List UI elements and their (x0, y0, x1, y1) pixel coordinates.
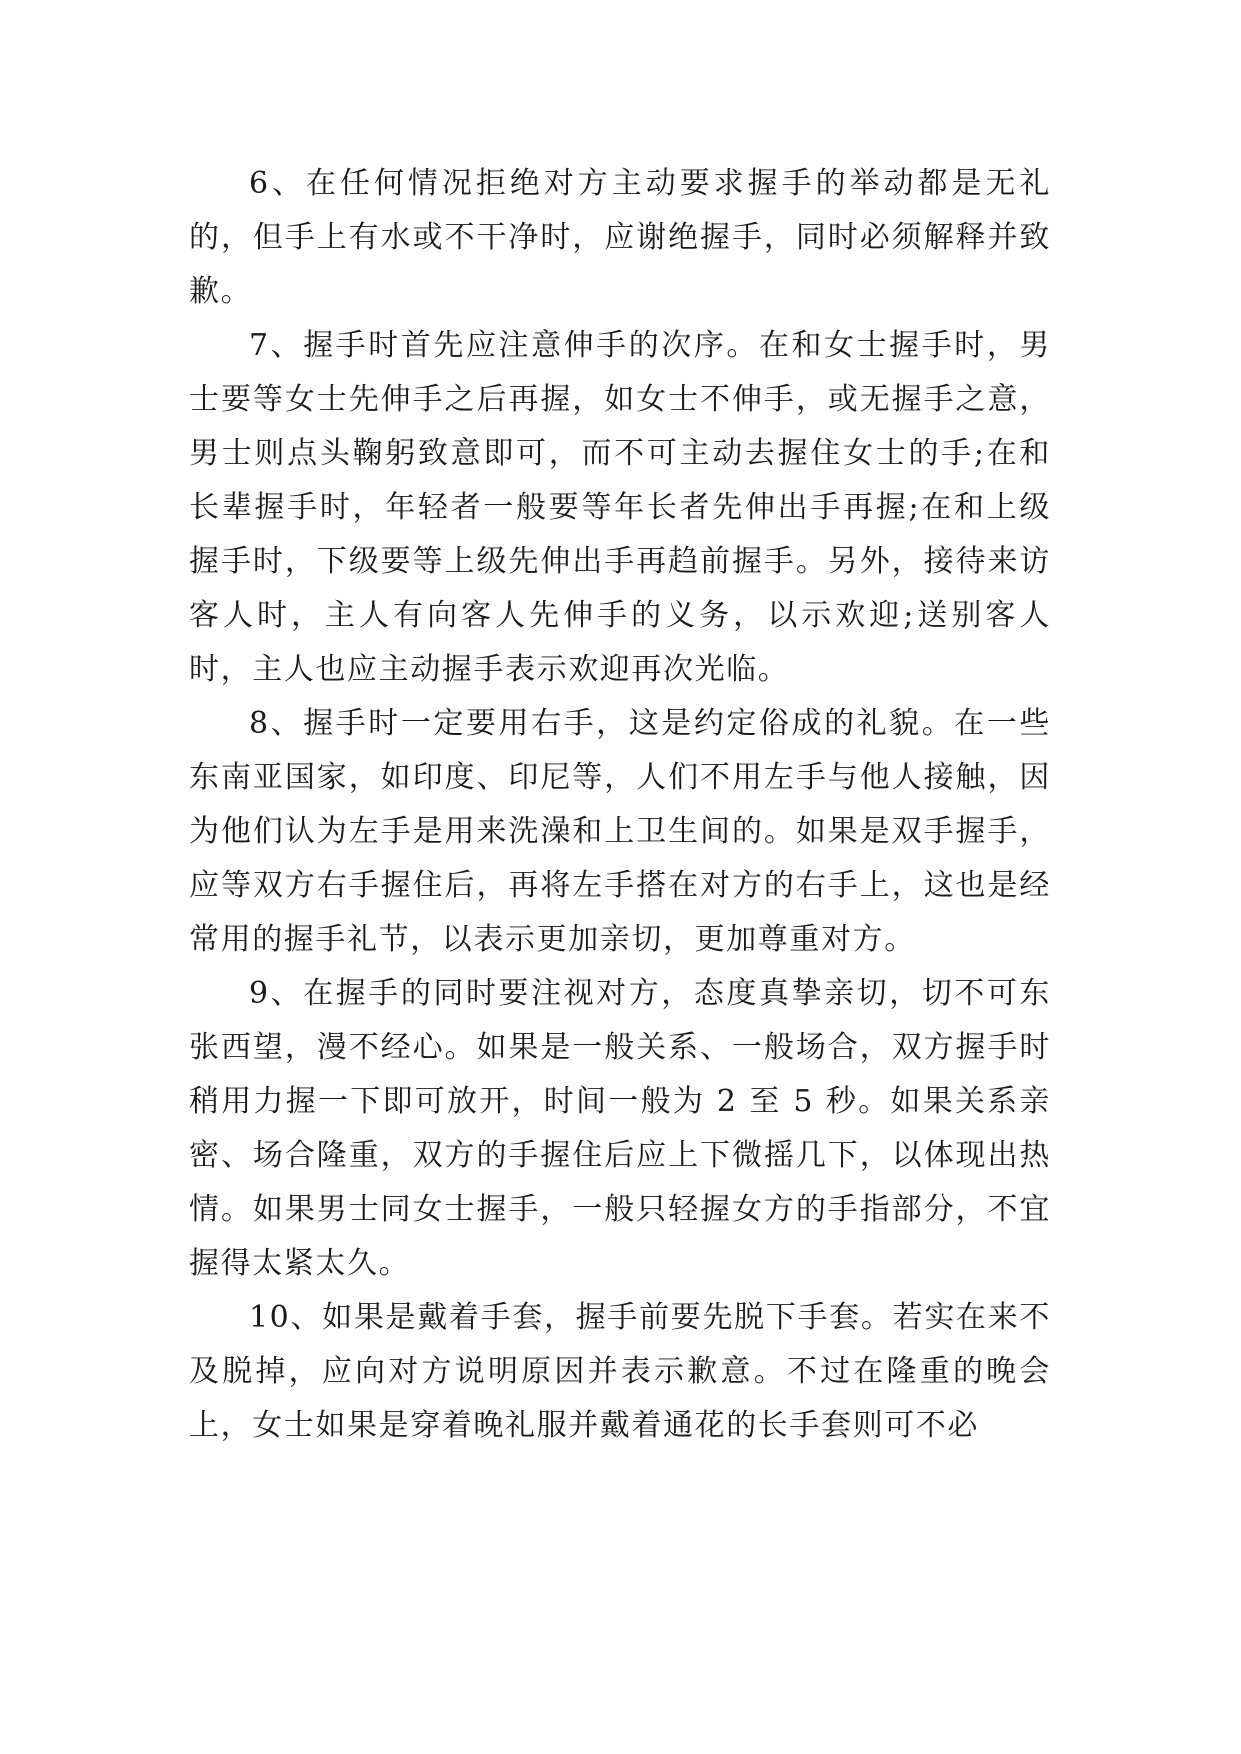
paragraph-item-6: 6、在任何情况拒绝对方主动要求握手的举动都是无礼的，但手上有水或不干净时，应谢绝握手，同时必须解释并致歉。 (189, 166, 1051, 309)
document-body (189, 157, 1051, 1453)
paragraph-item-8: 8、握手时一定要用右手，这是约定俗成的礼貌。在一些东南亚国家，如印度、印尼等，人们不用左手与他人接触，因为他们认为左手是用来洗澡和上卫生间的。如果是双手握手，应等双方右手握住后，再将左手搭在对方的右手上，这也是经常用的握手礼节，以表示更加亲切，更加尊重对方。 (189, 706, 1051, 957)
paragraph-item-10: 10、如果是戴着手套，握手前要先脱下手套。若实在来不及脱掉，应向对方说明原因并表示歉意。不过在隆重的晚会上，女士如果是穿着晚礼服并戴着通花的长手套则可不必 (189, 1300, 1051, 1443)
paragraph-item-7: 7、握手时首先应注意伸手的次序。在和女士握手时，男士要等女士先伸手之后再握，如女士不伸手，或无握手之意，男士则点头鞠躬致意即可，而不可主动去握住女士的手;在和长辈握手时，年轻者一般要等年长者先伸出手再握;在和上级握手时，下级要等上级先伸出手再趋前握手。另外，接待来访客人时，主人有向客人先伸手的义务，以示欢迎;送别客人时，主人也应主动握手表示欢迎再次光临。 (189, 328, 1051, 687)
paragraph-item-9: 9、在握手的同时要注视对方，态度真挚亲切，切不可东张西望，漫不经心。如果是一般关系、一般场合，双方握手时稍用力握一下即可放开，时间一般为 2 至 5 秒。如果关系亲密、场合隆重，双方的手握住后应上下微摇几下，以体现出热情。如果男士同女士握手，一般只轻握女方的手指部分，不宜握得太紧太久。 (189, 976, 1051, 1281)
